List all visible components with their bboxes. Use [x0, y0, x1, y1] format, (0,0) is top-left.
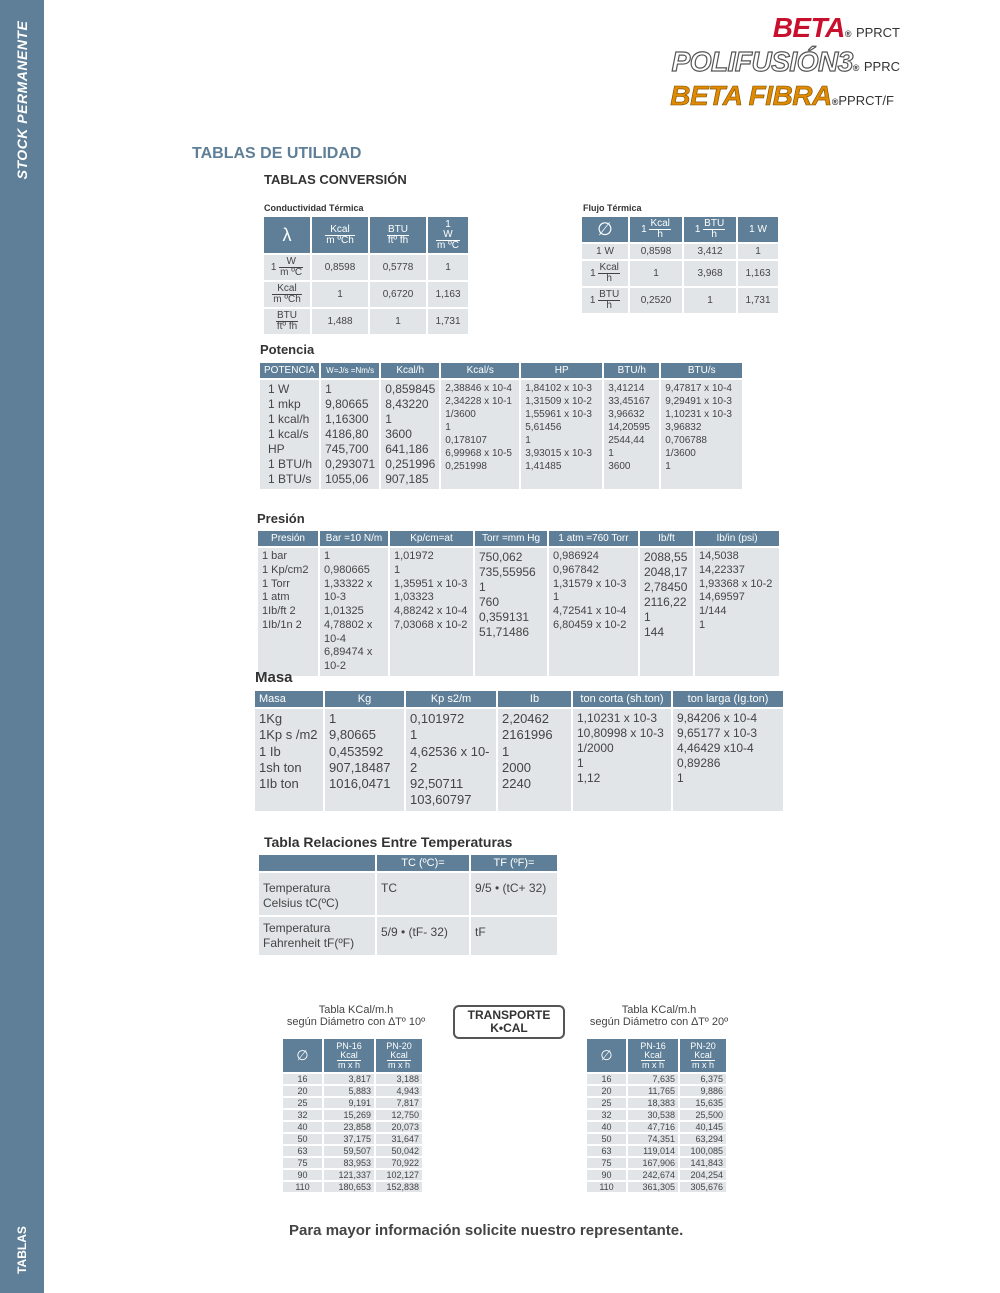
table-cell: 32	[587, 1110, 626, 1120]
presion-table	[256, 529, 781, 678]
kcal20-table	[585, 1037, 728, 1194]
row-label-1w: 1 W	[582, 244, 628, 259]
row-label-kcal-h: 1 $\frac{\text{Kcal}}{h}$	[582, 261, 628, 286]
table-cell: 90	[283, 1170, 322, 1180]
table-cell: 7,817	[376, 1098, 422, 1108]
table-cell: 1	[684, 288, 736, 313]
col-kcal-moch: $\frac{\text{Kcal}}{\text{m ºCh}}$	[312, 217, 368, 253]
table-cell: 83,953	[324, 1158, 374, 1168]
table-cell: 5,883	[324, 1086, 374, 1096]
table-header: HP	[521, 363, 602, 378]
table-cell: 1	[312, 282, 368, 307]
table-cell: 63,294	[680, 1134, 726, 1144]
table-cell: 16	[587, 1074, 626, 1084]
table-header: Kcal/h	[381, 363, 439, 378]
table-cell: 110	[587, 1182, 626, 1192]
table-cell: 3,412	[684, 244, 736, 259]
table-row	[283, 1110, 422, 1120]
table-cell: 0,101972 1 4,62536 x 10-2 92,50711 103,60797	[406, 709, 496, 811]
table-cell: 1,731	[428, 309, 468, 334]
table-cell: 1 0,980665 1,33322 x 10-3 1,01325 4,78802 x 10-4 6,89474 x 10-2	[320, 548, 388, 676]
table-cell: 1Kg 1Kp s /m2 1 Ib 1sh ton 1Ib ton	[255, 709, 323, 811]
table-cell: tF	[471, 917, 557, 955]
table-cell: 25	[587, 1098, 626, 1108]
table-row	[283, 1146, 422, 1156]
table-header: Masa	[255, 691, 323, 707]
potencia-label: Potencia	[260, 342, 315, 357]
diameter-icon: ∅	[582, 217, 628, 242]
table-cell: 23,858	[324, 1122, 374, 1132]
table-cell: 31,647	[376, 1134, 422, 1144]
table-header: PN-20 $\frac{\text{Kcal}}{\text{m x h}}$	[680, 1039, 726, 1072]
table-row	[587, 1182, 726, 1192]
table-header: Kg	[325, 691, 404, 707]
brand-beta-fibra: BETA FIBRA®PPRCT/F	[670, 80, 894, 111]
table-cell: 1	[630, 261, 682, 286]
masa-label: Masa	[255, 669, 293, 686]
table-row	[587, 1122, 726, 1132]
table-row	[283, 1134, 422, 1144]
diameter-icon: ∅	[587, 1039, 626, 1072]
col-kcal-h: 1 $\frac{\text{Kcal}}{h}$	[630, 217, 682, 242]
table-cell: 750,062 735,55956 1 760 0,359131 51,71486	[475, 548, 547, 676]
kcal20-caption: Tabla KCal/m.h según Diámetro con ∆Tº 20º	[589, 1004, 729, 1029]
brand-polifusion-name: POLIFUSIÓN3	[671, 46, 853, 77]
table-header: Ib	[498, 691, 571, 707]
table-cell: 3,817	[324, 1074, 374, 1084]
table-header: TF (ºF)=	[471, 855, 557, 871]
sidebar-bottom-text: TABLAS	[15, 1226, 29, 1274]
masa-table	[253, 689, 785, 813]
kcal10-body	[283, 1074, 422, 1192]
lambda-header: λ	[264, 217, 310, 253]
row-label-w-moc: 1 $\frac{W}{\text{m ºC}}$	[264, 255, 310, 280]
table-cell: 25	[283, 1098, 322, 1108]
table-header: PN-20 $\frac{\text{Kcal}}{\text{m x h}}$	[376, 1039, 422, 1072]
table-cell: 1,84102 x 10-3 1,31509 x 10-2 1,55961 x 10-3 5,61456 1 3,93015 x 10-3 1,41485	[521, 380, 602, 489]
table-cell: 1,488	[312, 309, 368, 334]
table-cell: 70,922	[376, 1158, 422, 1168]
table-header: ton larga (Ig.ton)	[673, 691, 783, 707]
table-cell: 7,635	[628, 1074, 678, 1084]
col-btu-h: 1 $\frac{\text{BTU}}{h}$	[684, 217, 736, 242]
brand-beta-fibra-name: BETA FIBRA	[670, 80, 832, 111]
table-header: Kcal/s	[441, 363, 519, 378]
row-label-btu-ftofh: $\frac{\text{BTU}}{\text{ftº fh}}$	[264, 309, 310, 334]
table-cell: TC	[377, 873, 469, 915]
table-cell: 15,269	[324, 1110, 374, 1120]
table-header: W=J/s =Nm/s	[321, 363, 379, 378]
kcal10-caption: Tabla KCal/m.h según Diámetro con ∆Tº 10º	[286, 1004, 426, 1029]
temperaturas-table	[257, 853, 559, 957]
table-cell: 1,163	[428, 282, 468, 307]
table-cell: 20	[587, 1086, 626, 1096]
table-cell: 20,073	[376, 1122, 422, 1132]
table-cell: 3,968	[684, 261, 736, 286]
table-cell: 121,337	[324, 1170, 374, 1180]
table-header	[259, 855, 375, 871]
table-cell: 180,653	[324, 1182, 374, 1192]
table-cell: 90	[587, 1170, 626, 1180]
table-row	[283, 1182, 422, 1192]
table-row	[283, 1086, 422, 1096]
table-cell: 50	[283, 1134, 322, 1144]
table-cell: 1 9,80665 1,16300 4186,80 745,700 0,293071 1055,06	[321, 380, 379, 489]
table-cell: 40	[283, 1122, 322, 1132]
table-row	[587, 1134, 726, 1144]
table-header: PN-16 $\frac{\text{Kcal}}{\text{m x h}}$	[628, 1039, 678, 1072]
brand-beta: BETA® PPRCT	[772, 12, 900, 43]
table-row	[587, 1158, 726, 1168]
table-row	[587, 1110, 726, 1120]
table-cell: 110	[283, 1182, 322, 1192]
table-cell: 1 9,80665 0,453592 907,18487 1016,0471	[325, 709, 404, 811]
table-cell: 15,635	[680, 1098, 726, 1108]
col-1w: 1 W	[738, 217, 778, 242]
table-cell: 2,38846 x 10-4 2,34228 x 10-1 1/3600 1 0,178107 6,99968 x 10-5 0,251998	[441, 380, 519, 489]
table-cell: 0,859845 8,43220 1 3600 641,186 0,251996 907,185	[381, 380, 439, 489]
conductividad-table	[262, 215, 470, 336]
table-cell: 5/9 • (tF- 32)	[377, 917, 469, 955]
table-cell: 18,383	[628, 1098, 678, 1108]
table-cell: 3,41214 33,45167 3,96632 14,20595 2544,44 1 3600	[604, 380, 659, 489]
table-cell: 9,84206 x 10-4 9,65177 x 10-3 4,46429 x10-4 0,89286 1	[673, 709, 783, 811]
table-cell: 63	[587, 1146, 626, 1156]
table-header: Torr =mm Hg	[475, 531, 547, 546]
table-cell: 12,750	[376, 1110, 422, 1120]
table-cell: 59,507	[324, 1146, 374, 1156]
table-cell: 1 W 1 mkp 1 kcal/h 1 kcal/s HP 1 BTU/h 1 BTU/s	[260, 380, 319, 489]
table-cell: 63	[283, 1146, 322, 1156]
sidebar-top-text: STOCK PERMANENTE	[14, 20, 30, 180]
table-cell: 1	[428, 255, 468, 280]
table-header: Ib/in (psi)	[695, 531, 779, 546]
table-header: 1 atm =760 Torr	[549, 531, 638, 546]
table-cell: 3,188	[376, 1074, 422, 1084]
table-cell: 141,843	[680, 1158, 726, 1168]
page-subtitle: TABLAS CONVERSIÓN	[264, 172, 407, 187]
table-row	[283, 1074, 422, 1084]
table-header: BTU/h	[604, 363, 659, 378]
sidebar	[0, 0, 44, 1293]
conductividad-label: Conductividad Térmica	[264, 203, 364, 213]
table-cell: 50	[587, 1134, 626, 1144]
page-title: TABLAS DE UTILIDAD	[192, 145, 362, 162]
table-cell: 14,5038 14,22337 1,93368 x 10-2 14,69597 1/144 1	[695, 548, 779, 676]
table-row	[283, 1170, 422, 1180]
kcal20-body	[587, 1074, 726, 1192]
table-row	[283, 1158, 422, 1168]
table-header: TC (ºC)=	[377, 855, 469, 871]
brand-beta-name: BETA	[772, 12, 845, 43]
brand-polifusion: POLIFUSIÓN3® PPRC	[671, 46, 900, 77]
table-cell: 102,127	[376, 1170, 422, 1180]
temperaturas-label: Tabla Relaciones Entre Temperaturas	[264, 834, 513, 850]
table-cell: 25,500	[680, 1110, 726, 1120]
potencia-table	[258, 361, 744, 491]
flujo-label: Flujo Térmica	[583, 203, 642, 213]
table-cell: 1,10231 x 10-3 10,80998 x 10-3 1/2000 1 1,12	[573, 709, 671, 811]
table-header: Ib/ft	[640, 531, 693, 546]
table-cell: 1 bar 1 Kp/cm2 1 Torr 1 atm 1Ib/ft 2 1Ib/1n 2	[258, 548, 318, 676]
table-cell: 6,375	[680, 1074, 726, 1084]
table-cell: 75	[587, 1158, 626, 1168]
table-cell: 50,042	[376, 1146, 422, 1156]
table-cell: 16	[283, 1074, 322, 1084]
table-cell: 9,47817 x 10-4 9,29491 x 10-3 1,10231 x 10-3 3,96832 0,706788 1/3600 1	[661, 380, 742, 489]
table-cell: 0,8598	[312, 255, 368, 280]
kcal10-table	[281, 1037, 424, 1194]
flujo-table	[580, 215, 780, 315]
table-row	[587, 1146, 726, 1156]
table-cell: 0,8598	[630, 244, 682, 259]
table-cell: Temperatura Celsius tC(ºC)	[259, 873, 375, 915]
table-cell: 4,943	[376, 1086, 422, 1096]
table-cell: 204,254	[680, 1170, 726, 1180]
table-cell: 167,906	[628, 1158, 678, 1168]
table-cell: 242,674	[628, 1170, 678, 1180]
row-label-kcal-moch: $\frac{\text{Kcal}}{\text{m ºCh}}$	[264, 282, 310, 307]
table-cell: 0,986924 0,967842 1,31579 x 10-3 1 4,72541 x 10-4 6,80459 x 10-2	[549, 548, 638, 676]
table-cell: 9,191	[324, 1098, 374, 1108]
table-row	[283, 1122, 422, 1132]
table-cell: Temperatura Fahrenheit tF(ºF)	[259, 917, 375, 955]
table-cell: 0,6720	[370, 282, 426, 307]
table-row	[283, 1098, 422, 1108]
table-header: Bar =10 N/m	[320, 531, 388, 546]
table-row	[587, 1098, 726, 1108]
table-cell: 74,351	[628, 1134, 678, 1144]
table-cell: 37,175	[324, 1134, 374, 1144]
table-cell: 9,886	[680, 1086, 726, 1096]
transporte-logo: TRANSPORTE K•CAL	[453, 1005, 565, 1039]
table-cell: 119,014	[628, 1146, 678, 1156]
table-cell: 305,676	[680, 1182, 726, 1192]
table-header: Kp/cm=at	[390, 531, 473, 546]
presion-label: Presión	[257, 511, 305, 526]
table-header: Presión	[258, 531, 318, 546]
table-cell: 11,765	[628, 1086, 678, 1096]
table-cell: 152,838	[376, 1182, 422, 1192]
table-header: BTU/s	[661, 363, 742, 378]
brand-beta-fibra-suffix: PPRCT/F	[838, 93, 894, 108]
table-cell: 30,538	[628, 1110, 678, 1120]
table-header: PN-16 $\frac{\text{Kcal}}{\text{m x h}}$	[324, 1039, 374, 1072]
table-header: POTENCIA	[260, 363, 319, 378]
brand-beta-suffix: PPRCT	[855, 25, 900, 40]
diameter-icon: ∅	[283, 1039, 322, 1072]
table-cell: 40	[587, 1122, 626, 1132]
table-header: Kp s2/m	[406, 691, 496, 707]
table-cell: 2088,55 2048,17 2,78450 2116,22 1 144	[640, 548, 693, 676]
table-cell: 9/5 • (tC+ 32)	[471, 873, 557, 915]
col-w-moc: 1 $\frac{W}{\text{m ºC}}$	[428, 217, 468, 253]
table-row	[587, 1086, 726, 1096]
col-btu-ftofh: $\frac{\text{BTU}}{\text{ftº fh}}$	[370, 217, 426, 253]
table-row	[587, 1074, 726, 1084]
footer-note: Para mayor información solicite nuestro representante.	[289, 1222, 684, 1239]
table-cell: 20	[283, 1086, 322, 1096]
brand-polifusion-suffix: PPRC	[863, 59, 900, 74]
table-row	[587, 1170, 726, 1180]
table-cell: 0,5778	[370, 255, 426, 280]
table-cell: 1	[370, 309, 426, 334]
table-header: ton corta (sh.ton)	[573, 691, 671, 707]
table-cell: 361,305	[628, 1182, 678, 1192]
table-cell: 1,731	[738, 288, 778, 313]
table-cell: 2,20462 2161996 1 2000 2240	[498, 709, 571, 811]
table-cell: 100,085	[680, 1146, 726, 1156]
row-label-btu-h: 1 $\frac{\text{BTU}}{h}$	[582, 288, 628, 313]
table-cell: 1,163	[738, 261, 778, 286]
table-cell: 40,145	[680, 1122, 726, 1132]
table-cell: 75	[283, 1158, 322, 1168]
table-cell: 1,01972 1 1,35951 x 10-3 1,03323 4,88242 x 10-4 7,03068 x 10-2	[390, 548, 473, 676]
table-cell: 0,2520	[630, 288, 682, 313]
table-cell: 32	[283, 1110, 322, 1120]
table-cell: 47,716	[628, 1122, 678, 1132]
table-cell: 1	[738, 244, 778, 259]
